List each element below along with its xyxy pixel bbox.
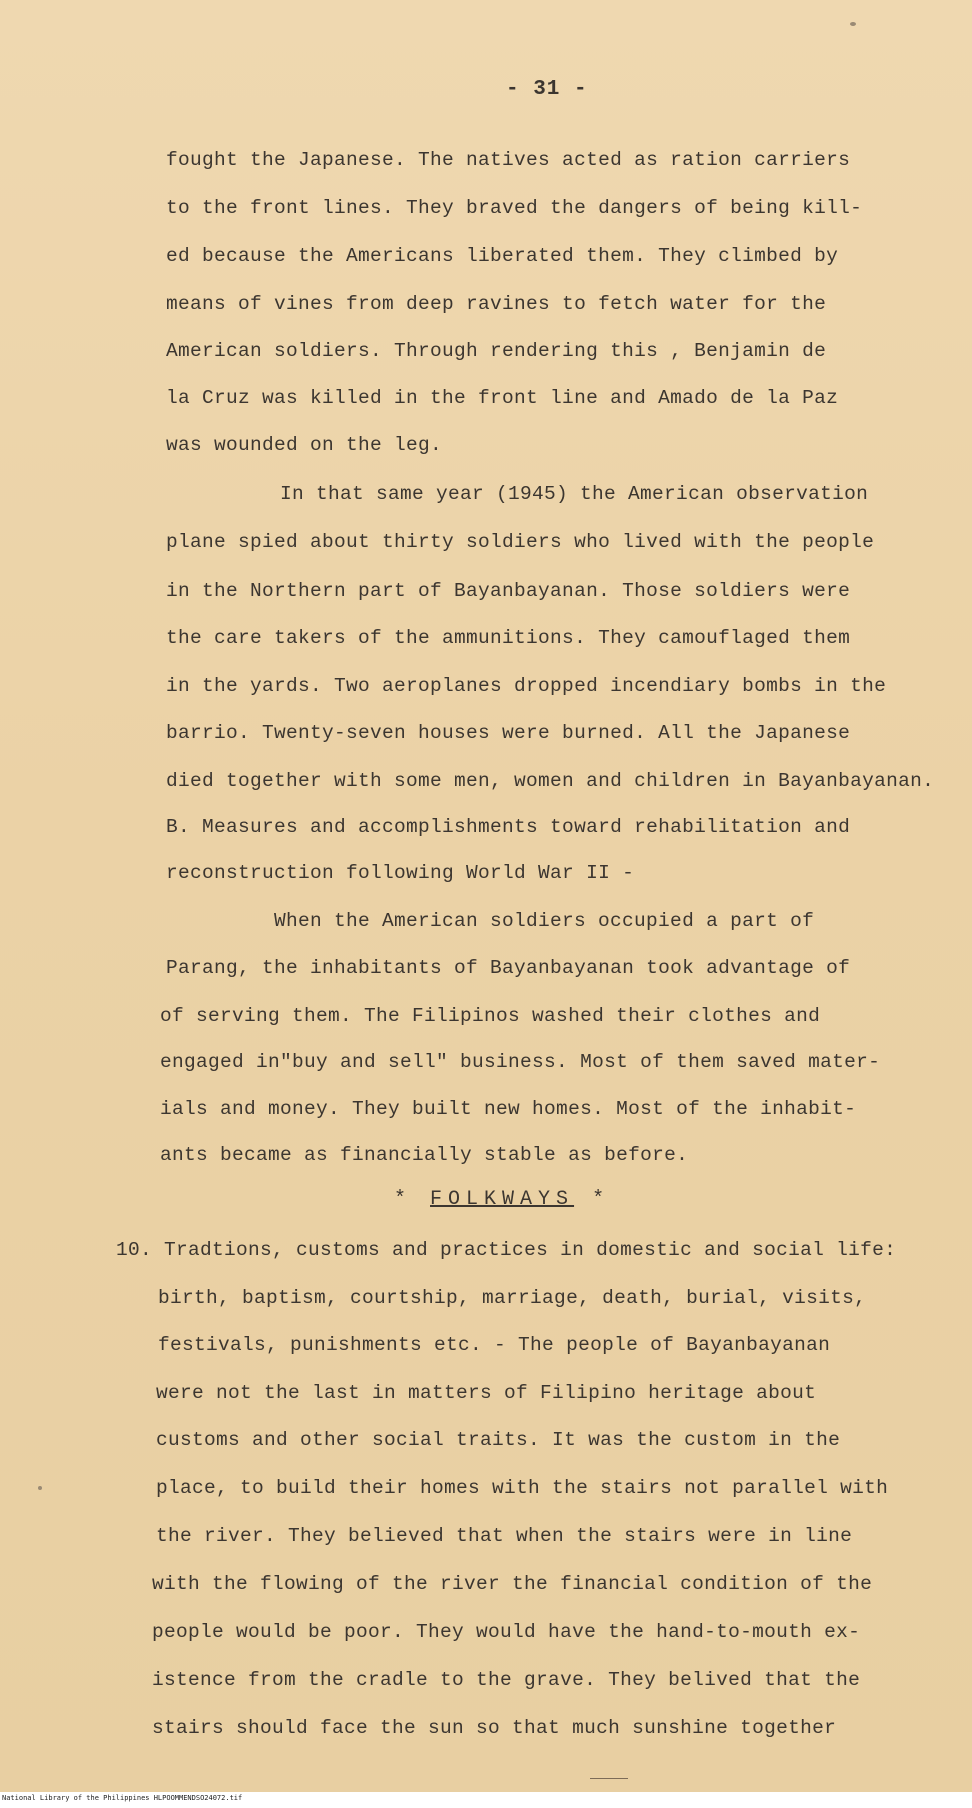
body-line: means of vines from deep ravines to fetch water for the bbox=[166, 293, 827, 315]
folkways-line: festivals, punishments etc. - The people of Bayanbayanan bbox=[158, 1334, 831, 1356]
heading-star-left: * bbox=[394, 1188, 413, 1211]
body-line: engaged in"buy and sell" business. Most of them saved mater- bbox=[160, 1051, 881, 1073]
folkways-heading bbox=[394, 1188, 610, 1211]
body-line: plane spied about thirty soldiers who lived with the people bbox=[166, 531, 875, 553]
folkways-line: with the flowing of the river the financial condition of the bbox=[152, 1573, 873, 1595]
heading-word: FOLKWAYS bbox=[430, 1188, 575, 1211]
body-line: ials and money. They built new homes. Most of the inhabit- bbox=[160, 1098, 857, 1120]
paper-speck bbox=[38, 1486, 42, 1490]
body-line: the care takers of the ammunitions. They camouflaged them bbox=[166, 627, 851, 649]
body-line: in the Northern part of Bayanbayanan. Those soldiers were bbox=[166, 580, 851, 602]
body-line: in the yards. Two aeroplanes dropped incendiary bombs in the bbox=[166, 675, 887, 697]
folkways-line: were not the last in matters of Filipino heritage about bbox=[156, 1382, 817, 1404]
page-number: - 31 - bbox=[506, 78, 588, 101]
body-line: When the American soldiers occupied a part of bbox=[274, 910, 815, 932]
body-line: In that same year (1945) the American observation bbox=[280, 483, 869, 505]
paper-speck bbox=[850, 22, 856, 26]
folkways-line: customs and other social traits. It was the custom in the bbox=[156, 1429, 841, 1451]
folkways-line: the river. They believed that when the stairs were in line bbox=[156, 1525, 853, 1547]
body-line: died together with some men, women and children in Bayanbayanan. bbox=[166, 770, 935, 792]
body-line: ed because the Americans liberated them. They climbed by bbox=[166, 245, 839, 267]
folkways-line: 10. Tradtions, customs and practices in domestic and social life: bbox=[116, 1239, 897, 1261]
heading-star-right: * bbox=[592, 1188, 611, 1211]
body-line: American soldiers. Through rendering this , Benjamin de bbox=[166, 340, 827, 362]
body-line: la Cruz was killed in the front line and Amado de la Paz bbox=[166, 387, 839, 409]
body-line: ants became as financially stable as before. bbox=[160, 1144, 689, 1166]
body-line: barrio. Twenty-seven houses were burned. All the Japanese bbox=[166, 722, 851, 744]
body-line: was wounded on the leg. bbox=[166, 434, 443, 456]
folkways-line: people would be poor. They would have the hand-to-mouth ex- bbox=[152, 1621, 861, 1643]
body-line: of serving them. The Filipinos washed their clothes and bbox=[160, 1005, 821, 1027]
folkways-line: birth, baptism, courtship, marriage, death, burial, visits, bbox=[158, 1287, 867, 1309]
body-line: Parang, the inhabitants of Bayanbayanan took advantage of bbox=[166, 957, 851, 979]
body-line: B. Measures and accomplishments toward rehabilitation and bbox=[166, 816, 851, 838]
body-line: reconstruction following World War II - bbox=[166, 862, 635, 884]
body-line: fought the Japanese. The natives acted as ration carriers bbox=[166, 149, 851, 171]
folkways-line: istence from the cradle to the grave. They belived that the bbox=[152, 1669, 861, 1691]
folkways-line: place, to build their homes with the stairs not parallel with bbox=[156, 1477, 889, 1499]
folkways-line: stairs should face the sun so that much sunshine together bbox=[152, 1717, 837, 1739]
scan-footer-caption: National Library of the Philippines HLPOOMMENDSO24072.tif bbox=[2, 1794, 243, 1802]
body-line: to the front lines. They braved the dangers of being kill- bbox=[166, 197, 863, 219]
paper-mark bbox=[590, 1778, 628, 1779]
